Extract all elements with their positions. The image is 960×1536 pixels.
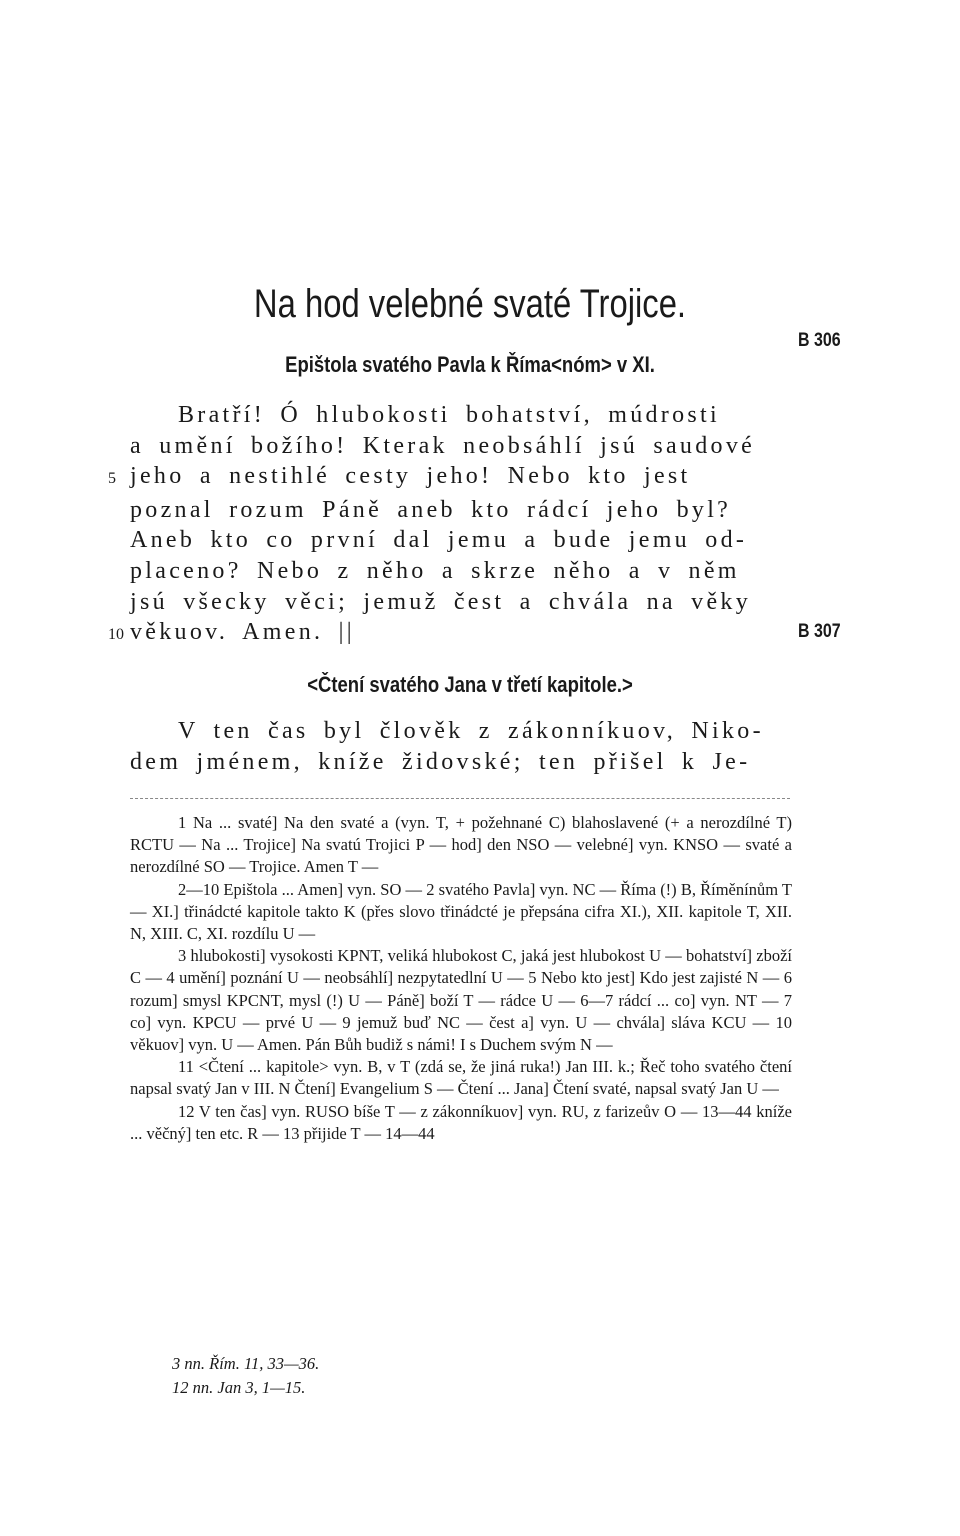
epistle-line: jsú všecky věci; jemuž čest a chvála na věky [130,588,752,615]
epistle-heading: Epištola svatého Pavla k Říma<nóm> v XI. [285,352,655,377]
margin-ref-b307: B 307 [798,621,841,642]
apparatus-note: 12 V ten čas] vyn. RUSO bíše T — z zákonníkuov] vyn. RU, z farizeův O — 13—44 kníže ... věčný] ten etc. R — 13 přijide T — 14—44 [130,1101,792,1143]
gospel-text [130,716,800,777]
line-number: 5 [108,470,116,488]
epistle-line-text: věkuov. Amen. || [130,619,355,646]
footnote-divider [130,798,790,799]
gospel-line: V ten čas byl člověk z zákonníkuov, Niko- [178,718,764,744]
epistle-line [108,617,800,651]
apparatus-note: 1 Na ... svaté] Na den svaté a (vyn. T, + požehnané C) blahoslavené (+ a nerozdílné T) RCTU — Na ... Trojice] Na svatú Trojici P — hod] den NSO — velebné] vyn. KNSO — svaté a nerozdílné SO — Trojice. Amen T — [130,813,792,877]
page-title: Na hod velebné svaté Trojice. [253,282,687,326]
apparatus-note: 11 <Čtení ... kapitole> vyn. B, v T (zdá se, že jiná ruka!) Jan III. k.; Řeč toho svatého čtení napsal svatý Jan v III. N Čtení] Evangelium S — Čtení ... Jana] Čtení svaté, napsal svatý Jan U — [130,1057,792,1099]
critical-apparatus [130,812,792,1145]
line-number: 10 [108,626,124,644]
apparatus-note: 2—10 Epištola ... Amen] vyn. SO — 2 svatého Pavla] vyn. NC — Říma (!) B, Říměnínům T — XI.] třinádcté kapitole takto K (přes slovo třinádcté je přepsána cifra XI.), XII. kapitole T, XII. N, XIII. C, XI. rozdílu U — [130,879,792,944]
scripture-ref: 3 nn. Řím. 11, 33—36. [172,1354,320,1373]
epistle-line-text: jeho a nestihlé cesty jeho! Nebo kto jest [130,463,691,490]
margin-ref-b306: B 306 [798,330,841,351]
apparatus-note: 3 hlubokosti] vysokosti KPNT, veliká hlubokost C, jaká jest hlubokost U — bohatství] zboží C — 4 umění] poznání U — neobsáhlí] nezpytatedlní U — 5 Nebo kto jest] Kdo jest zajisté N — 6 rozum] smysl KPCNT, mysl (!) U — Páně] boží T — rádce U — 6—7 rádcí ... co] vyn. NT — 7 co] vyn. KPCU — prvé U — 9 jemuž buď NC — čest a] vyn. U — chvála] sláva KCU — 10 věkuov] vyn. U — Amen. Pán Bůh budiž s námi! I s Duchem svým N — [130,946,792,1055]
epistle-line: poznal rozum Páně aneb kto rádcí jeho byl? [130,496,732,523]
epistle-line: Aneb kto co první dal jemu a bude jemu od- [130,527,748,554]
gospel-heading: <Čtení svatého Jana v třetí kapitole.> [307,672,633,697]
epistle-line: a umění božího! Kterak neobsáhlí jsú saudové [130,432,756,459]
epistle-line: Bratří! Ó hlubokosti bohatství, múdrosti [178,402,720,428]
scripture-ref: 12 nn. Jan 3, 1—15. [172,1378,306,1397]
gospel-line: dem jménem, kníže židovské; ten přišel k Je- [130,748,751,775]
epistle-line: placeno? Nebo z něho a skrze něho a v něm [130,557,740,584]
epistle-line [108,461,800,495]
scripture-references [172,1352,319,1400]
epistle-text [108,400,800,651]
